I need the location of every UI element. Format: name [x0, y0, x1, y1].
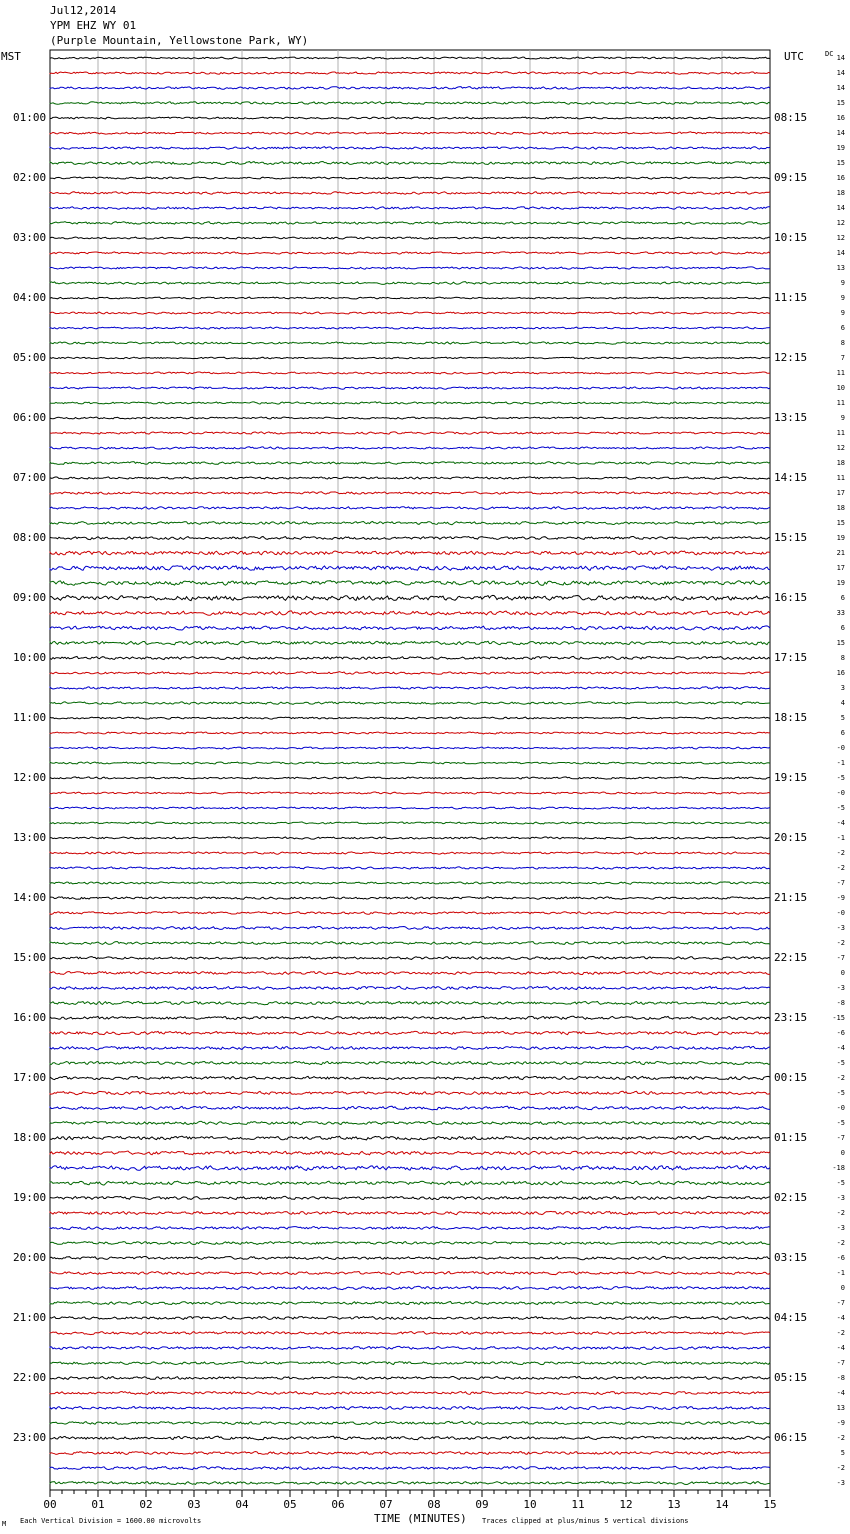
left-hour-label: 15:00 [13, 951, 47, 964]
dc-offset-label: 21 [836, 549, 845, 557]
dc-offset-label: 14 [836, 54, 845, 62]
trace-line [50, 432, 770, 434]
trace-line [50, 1242, 770, 1245]
location-label: (Purple Mountain, Yellowstone Park, WY) [50, 34, 309, 47]
dc-offset-label: 6 [840, 324, 845, 332]
trace-line [50, 207, 770, 210]
trace-line [50, 57, 770, 59]
right-hour-label: 16:15 [774, 591, 808, 604]
trace-line [50, 1211, 770, 1214]
trace-line [50, 882, 770, 884]
dc-offset-label: -3 [836, 1194, 845, 1202]
dc-offset-label: 9 [840, 309, 845, 317]
trace-line [50, 162, 770, 165]
trace-line [50, 477, 770, 479]
dc-offset-label: -2 [836, 1239, 845, 1247]
trace-line [50, 912, 770, 915]
trace-line [50, 1316, 770, 1319]
dc-offset-label: 0 [840, 1149, 845, 1157]
dc-offset-label: 17 [836, 489, 845, 497]
trace-line [50, 1016, 770, 1019]
trace-line [50, 1346, 770, 1349]
trace-line [50, 611, 770, 615]
trace-line [50, 1302, 770, 1305]
trace-line [50, 837, 770, 839]
dc-offset-label: 8 [840, 654, 845, 662]
dc-offset-label: 6 [840, 594, 845, 602]
dc-offset-label: 15 [836, 639, 845, 647]
trace-line [50, 102, 770, 105]
right-hour-label: 10:15 [774, 231, 808, 244]
right-hour-label: 14:15 [774, 471, 808, 484]
trace-line [50, 1376, 770, 1379]
dc-offset-label: 5 [840, 1449, 845, 1457]
left-hour-label: 18:00 [13, 1131, 47, 1144]
dc-offset-label: -8 [836, 1374, 845, 1382]
trace-line [50, 1136, 770, 1140]
dc-offset-label: 11 [836, 399, 845, 407]
trace-line [50, 447, 770, 449]
trace-line [50, 1031, 770, 1034]
trace-line [50, 117, 770, 119]
x-tick-label: 11 [571, 1498, 585, 1511]
dc-offset-label: 3 [840, 684, 845, 692]
right-hour-label: 09:15 [774, 171, 808, 184]
dc-offset-label: -0 [836, 1104, 845, 1112]
dc-offset-label: 18 [836, 459, 845, 467]
grid-lines [50, 50, 770, 1490]
dc-offset-label: -2 [836, 1329, 845, 1337]
left-hour-label: 07:00 [13, 471, 47, 484]
dc-offset-label: -8 [836, 999, 845, 1007]
left-hour-label: 23:00 [13, 1431, 47, 1444]
trace-line [50, 852, 770, 854]
left-hour-label: 03:00 [13, 231, 47, 244]
trace-line [50, 672, 770, 675]
dc-offset-label: -9 [836, 894, 845, 902]
trace-line [50, 822, 770, 824]
trace-line [50, 222, 770, 225]
dc-offset-label: 33 [836, 609, 845, 617]
dc-offset-label: -2 [836, 939, 845, 947]
dc-offset-label: 5 [840, 714, 845, 722]
trace-line [50, 732, 770, 734]
plot-frame [50, 50, 770, 1490]
x-tick-label: 08 [427, 1498, 441, 1511]
left-hour-label: 10:00 [13, 651, 47, 664]
left-hour-label: 21:00 [13, 1311, 47, 1324]
x-tick-label: 13 [667, 1498, 681, 1511]
trace-line [50, 237, 770, 239]
x-axis-title: TIME (MINUTES) [374, 1512, 467, 1525]
dc-offset-label: -3 [836, 1224, 845, 1232]
dc-offset-label: 14 [836, 69, 845, 77]
right-hour-label: 13:15 [774, 411, 808, 424]
dc-offset-label: -2 [836, 849, 845, 857]
x-tick-label: 01 [91, 1498, 105, 1511]
x-tick-label: 15 [763, 1498, 777, 1511]
trace-line [50, 192, 770, 195]
dc-offset-label: -5 [836, 1059, 845, 1067]
trace-line [50, 595, 770, 600]
dc-label: DC [825, 50, 834, 58]
trace-line [50, 132, 770, 134]
dc-offset-label: 17 [836, 564, 845, 572]
trace-line [50, 1286, 770, 1289]
dc-offset-label: -0 [836, 789, 845, 797]
dc-offset-label: 16 [836, 669, 845, 677]
dc-offset-label: -18 [832, 1164, 845, 1172]
trace-line [50, 1452, 770, 1455]
trace-line [50, 1076, 770, 1079]
dc-offset-label: -2 [836, 1434, 845, 1442]
trace-line [50, 342, 770, 344]
trace-line [50, 87, 770, 90]
dc-offset-label: -5 [836, 804, 845, 812]
trace-line [50, 1181, 770, 1185]
trace-line [50, 717, 770, 719]
dc-offset-label: -1 [836, 1269, 845, 1277]
trace-line [50, 327, 770, 329]
dc-offset-label: -7 [836, 1134, 845, 1142]
dc-offset-label: 12 [836, 444, 845, 452]
dc-offset-label: 11 [836, 429, 845, 437]
trace-line [50, 147, 770, 150]
dc-offset-label: -0 [836, 744, 845, 752]
trace-line [50, 252, 770, 254]
trace-line [50, 1196, 770, 1199]
x-tick-label: 09 [475, 1498, 489, 1511]
x-tick-label: 04 [235, 1498, 249, 1511]
trace-line [50, 986, 770, 989]
left-timezone-label: MST [1, 50, 21, 63]
dc-offset-label: 13 [836, 264, 845, 272]
dc-offset-label: 7 [840, 354, 845, 362]
dc-offset-label: -4 [836, 819, 845, 827]
dc-offset-label: 16 [836, 114, 845, 122]
right-hour-label: 05:15 [774, 1371, 808, 1384]
trace-line [50, 1046, 770, 1049]
trace-line [50, 1151, 770, 1155]
right-hour-label: 01:15 [774, 1131, 808, 1144]
right-hour-label: 00:15 [774, 1071, 808, 1084]
dc-offset-label: 11 [836, 369, 845, 377]
x-tick-label: 06 [331, 1498, 345, 1511]
dc-offset-label: 19 [836, 579, 845, 587]
right-hour-label: 08:15 [774, 111, 808, 124]
dc-offset-label: -6 [836, 1254, 845, 1262]
dc-offset-label: 10 [836, 384, 845, 392]
left-hour-label: 12:00 [13, 771, 47, 784]
trace-line [50, 417, 770, 419]
left-hour-label: 02:00 [13, 171, 47, 184]
right-hour-label: 23:15 [774, 1011, 808, 1024]
dc-offset-label: -5 [836, 1179, 845, 1187]
trace-line [50, 282, 770, 285]
dc-offset-label: 6 [840, 729, 845, 737]
trace-line [50, 747, 770, 749]
x-tick-label: 07 [379, 1498, 393, 1511]
trace-line [50, 387, 770, 389]
trace-line [50, 1407, 770, 1410]
trace-line [50, 972, 770, 975]
trace-line [50, 927, 770, 930]
dc-offset-label: -2 [836, 1074, 845, 1082]
left-hour-label: 13:00 [13, 831, 47, 844]
right-hour-label: 06:15 [774, 1431, 808, 1444]
trace-line [50, 1272, 770, 1275]
right-hour-label: 12:15 [774, 351, 808, 364]
dc-offset-label: -7 [836, 954, 845, 962]
trace-line [50, 402, 770, 404]
dc-offset-label: 15 [836, 99, 845, 107]
trace-line [50, 177, 770, 179]
dc-offset-label: -7 [836, 1359, 845, 1367]
dc-offset-label: 4 [840, 699, 845, 707]
dc-offset-label: 14 [836, 129, 845, 137]
x-tick-label: 00 [43, 1498, 57, 1511]
dc-offset-label: 18 [836, 504, 845, 512]
trace-line [50, 1482, 770, 1485]
dc-offset-label: -7 [836, 1299, 845, 1307]
trace-line [50, 581, 770, 586]
x-tick-label: 10 [523, 1498, 537, 1511]
trace-line [50, 297, 770, 299]
dc-offset-label: 13 [836, 1404, 845, 1412]
dc-offset-label: -15 [832, 1014, 845, 1022]
trace-line [50, 507, 770, 510]
trace-line [50, 1256, 770, 1259]
dc-offset-label: -7 [836, 879, 845, 887]
left-hour-label: 01:00 [13, 111, 47, 124]
left-hour-label: 09:00 [13, 591, 47, 604]
trace-line [50, 762, 770, 764]
dc-offset-label: -4 [836, 1389, 845, 1397]
dc-offset-label: 19 [836, 534, 845, 542]
trace-line [50, 522, 770, 525]
trace-line [50, 1091, 770, 1094]
dc-offset-label: -5 [836, 1089, 845, 1097]
trace-line [50, 372, 770, 374]
right-hour-label: 02:15 [774, 1191, 808, 1204]
dc-offset-label: -2 [836, 1464, 845, 1472]
trace-line [50, 1061, 770, 1064]
trace-line [50, 1166, 770, 1171]
dc-offset-label: -2 [836, 1209, 845, 1217]
dc-offset-label: 15 [836, 159, 845, 167]
dc-offset-label: -4 [836, 1314, 845, 1322]
x-tick-label: 03 [187, 1498, 201, 1511]
dc-offset-label: 14 [836, 204, 845, 212]
right-timezone-label: UTC [784, 50, 804, 63]
left-hour-label: 06:00 [13, 411, 47, 424]
dc-offset-label: 9 [840, 279, 845, 287]
dc-offset-label: 0 [840, 969, 845, 977]
trace-line [50, 72, 770, 74]
x-tick-label: 05 [283, 1498, 297, 1511]
trace-line [50, 897, 770, 900]
dc-offset-label: -0 [836, 909, 845, 917]
dc-offset-label: -5 [836, 774, 845, 782]
dc-offset-label: -3 [836, 984, 845, 992]
trace-line [50, 1227, 770, 1230]
trace-line [50, 1001, 770, 1004]
trace-line [50, 641, 770, 645]
right-hour-label: 11:15 [774, 291, 808, 304]
trace-line [50, 267, 770, 269]
left-hour-label: 14:00 [13, 891, 47, 904]
trace-line [50, 956, 770, 959]
scale-note: Each Vertical Division = 1600.00 microvolts [20, 1517, 202, 1525]
trace-line [50, 1106, 770, 1110]
trace-line [50, 867, 770, 869]
trace-line [50, 1392, 770, 1395]
trace-line [50, 492, 770, 495]
dc-offset-label: -6 [836, 1029, 845, 1037]
trace-line [50, 1466, 770, 1469]
trace-line [50, 1121, 770, 1124]
dc-offset-label: 9 [840, 294, 845, 302]
dc-offset-label: 14 [836, 84, 845, 92]
dc-offset-label: 0 [840, 1284, 845, 1292]
dc-offset-label: 8 [840, 339, 845, 347]
dc-offset-label: -2 [836, 864, 845, 872]
trace-line [50, 777, 770, 779]
left-hour-label: 17:00 [13, 1071, 47, 1084]
trace-line [50, 1362, 770, 1365]
dc-offset-label: 9 [840, 414, 845, 422]
right-hour-label: 20:15 [774, 831, 808, 844]
left-hour-label: 05:00 [13, 351, 47, 364]
right-hour-label: 04:15 [774, 1311, 808, 1324]
dc-offset-label: -9 [836, 1419, 845, 1427]
dc-offset-label: 14 [836, 249, 845, 257]
trace-line [50, 626, 770, 630]
dc-offset-label: -5 [836, 1119, 845, 1127]
dc-offset-label: -1 [836, 759, 845, 767]
trace-line [50, 656, 770, 659]
trace-group [50, 57, 770, 1485]
x-axis [43, 1490, 776, 1511]
dc-offset-label: 11 [836, 474, 845, 482]
dc-offset-label: 16 [836, 174, 845, 182]
dc-offset-label: 12 [836, 219, 845, 227]
dc-offset-label: -3 [836, 924, 845, 932]
date-label: Jul12,2014 [50, 4, 117, 17]
trace-line [50, 792, 770, 794]
dc-offset-label: 15 [836, 519, 845, 527]
right-hour-label: 21:15 [774, 891, 808, 904]
x-tick-label: 14 [715, 1498, 729, 1511]
right-hour-label: 17:15 [774, 651, 808, 664]
dc-offset-label: -1 [836, 834, 845, 842]
trace-line [50, 462, 770, 465]
station-label: YPM EHZ WY 01 [50, 19, 137, 32]
right-hour-label: 19:15 [774, 771, 808, 784]
x-tick-label: 12 [619, 1498, 633, 1511]
dc-offset-label: -4 [836, 1044, 845, 1052]
x-tick-label: 02 [139, 1498, 153, 1511]
trace-line [50, 687, 770, 690]
dc-offset-label: -4 [836, 1344, 845, 1352]
trace-line [50, 807, 770, 809]
right-hour-label: 03:15 [774, 1251, 808, 1264]
trace-line [50, 1332, 770, 1335]
dc-offset-label: -3 [836, 1479, 845, 1487]
left-hour-label: 16:00 [13, 1011, 47, 1024]
right-hour-label: 18:15 [774, 711, 808, 724]
dc-offset-label: 18 [836, 189, 845, 197]
left-hour-label: 22:00 [13, 1371, 47, 1384]
left-hour-label: 04:00 [13, 291, 47, 304]
left-hour-label: 19:00 [13, 1191, 47, 1204]
corner-mark: M [2, 1520, 7, 1528]
left-hour-label: 11:00 [13, 711, 47, 724]
clip-note: Traces clipped at plus/minus 5 vertical divisions [482, 1517, 689, 1525]
left-hour-label: 20:00 [13, 1251, 47, 1264]
trace-line [50, 551, 770, 555]
trace-line [50, 566, 770, 571]
dc-offset-label: 6 [840, 624, 845, 632]
trace-line [50, 312, 770, 314]
trace-line [50, 357, 770, 359]
left-hour-label: 08:00 [13, 531, 47, 544]
trace-line [50, 1436, 770, 1440]
trace-line [50, 1421, 770, 1424]
trace-line [50, 537, 770, 540]
dc-offset-label: 19 [836, 144, 845, 152]
dc-offset-label: 12 [836, 234, 845, 242]
trace-line [50, 702, 770, 705]
right-hour-label: 22:15 [774, 951, 808, 964]
right-hour-label: 15:15 [774, 531, 808, 544]
trace-line [50, 942, 770, 945]
